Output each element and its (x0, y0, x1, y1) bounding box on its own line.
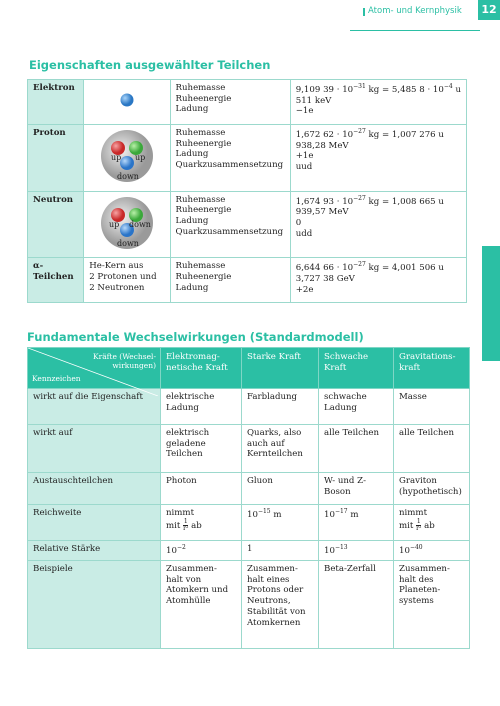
mass-value: 1,672 $62 \cdot 10^{-27}$ kg = 1,007 276 u (295, 128, 444, 140)
property-values: 9,109 $39 \cdot 10^{-31}$ kg = 5,485 $8 \cdot 10^{-4}$ u 511 keV −1e (290, 80, 466, 125)
table-cell: nimmt mit $\frac{1}{\text{r²}}$ ab (161, 505, 242, 541)
table-cell: nimmt mit $\frac{1}{\text{r²}}$ ab (394, 505, 470, 541)
property-labels: Ruhemasse Ruheenergie Ladung Quarkzusammensetzung (170, 125, 290, 192)
table-cell: Gluon (242, 473, 319, 505)
table-row (28, 258, 467, 303)
table-cell: $10^{-2}$ (161, 541, 242, 561)
property-values: 1,674 $93 \cdot 10^{-27}$ kg = 1,008 665 u 939,57 MeV 0 udd (290, 191, 466, 258)
property-labels: Ruhemasse Ruheenergie Ladung (170, 80, 290, 125)
table-cell: $10^{-17}$ m (319, 505, 394, 541)
row-label: Relative Stärke (28, 541, 161, 561)
mass-value: 1,674 $93 \cdot 10^{-27}$ kg = 1,008 665 u (295, 194, 444, 207)
property-labels: Ruhemasse Ruheenergie Ladung (170, 258, 290, 303)
svg-text:up: up (108, 219, 120, 229)
column-header: Elektromag- netische Kraft (161, 348, 242, 389)
neutron-image (84, 191, 170, 258)
table-cell: Zusammen- halt von Atomkern und Atomhülle (161, 561, 242, 649)
row-label: Austauschteilchen (28, 473, 161, 505)
forces-title: Fundamentale Wechselwirkungen (Standardmodell) (27, 330, 364, 344)
table-cell: W- und Z- Boson (319, 473, 394, 505)
table-cell: alle Teilchen (319, 425, 394, 473)
mass-value: 9,109 $39 \cdot 10^{-31}$ kg = 5,485 $8 \cdot 10^{-4}$ u (295, 83, 461, 95)
table-cell: schwache Ladung (319, 389, 394, 425)
table-cell: Graviton (hypothetisch) (394, 473, 470, 505)
particles-table (27, 79, 467, 303)
table-row (28, 125, 467, 192)
table-cell: Masse (394, 389, 470, 425)
column-header: Starke Kraft (242, 348, 319, 389)
particle-name: Elektron (28, 80, 84, 125)
table-cell: $10^{-13}$ (319, 541, 394, 561)
table-cell: Zusammen- halt des Planeten- systems (394, 561, 470, 649)
table-row (28, 80, 467, 125)
row-label: wirkt auf die Eigenschaft (28, 389, 161, 425)
table-row (28, 541, 470, 561)
table-cell: Farbladung (242, 389, 319, 425)
mass-value: 6,644 $66 \cdot 10^{-27}$ kg = 4,001 506 u (295, 261, 444, 274)
corner-cell: Kräfte (Wechsel- wirkungen) Kennzeichen (28, 348, 161, 389)
header-marker (363, 8, 365, 16)
table-cell: Zusammen- halt eines Protons oder Neutrons, Stabilität von Atomkernen (242, 561, 319, 649)
svg-text:up: up (110, 153, 122, 162)
table-cell: 1 (242, 541, 319, 561)
section-title: Atom- und Kernphysik (368, 6, 462, 16)
neutron-quark-icon (90, 195, 164, 251)
svg-text:down: down (128, 219, 151, 229)
proton-image (84, 125, 170, 192)
row-label: Beispiele (28, 561, 161, 649)
table-cell: elektrische Ladung (161, 389, 242, 425)
proton-quark-icon (90, 128, 164, 184)
particle-name: Neutron (28, 191, 84, 258)
table-row (28, 561, 470, 649)
electron-icon (92, 83, 162, 117)
column-header: Schwache Kraft (319, 348, 394, 389)
table-row (28, 505, 470, 541)
electron-image (84, 80, 170, 125)
svg-text:down: down (116, 172, 139, 181)
property-values: 1,672 $62 \cdot 10^{-27}$ kg = 1,007 276 u 938,28 MeV +1e uud (290, 125, 466, 192)
particle-name: α-Teilchen (28, 258, 84, 303)
column-header: Gravitations- kraft (394, 348, 470, 389)
table-cell: Photon (161, 473, 242, 505)
particles-title: Eigenschaften ausgewählter Teilchen (29, 58, 271, 72)
particle-name: Proton (28, 125, 84, 192)
svg-text:up: up (134, 153, 146, 162)
row-label: wirkt auf (28, 425, 161, 473)
table-row (28, 191, 467, 258)
table-cell: Quarks, also auch auf Kernteilchen (242, 425, 319, 473)
table-cell: alle Teilchen (394, 425, 470, 473)
particle-description: He-Kern aus 2 Protonen und 2 Neutronen (84, 258, 170, 303)
row-label: Reichweite (28, 505, 161, 541)
side-tab (482, 246, 500, 361)
table-cell: Beta-Zerfall (319, 561, 394, 649)
table-cell: $10^{-40}$ (394, 541, 470, 561)
forces-table (27, 347, 470, 649)
header-row (28, 348, 470, 389)
table-cell: $10^{-15}$ m (242, 505, 319, 541)
table-row (28, 425, 470, 473)
page-number: 12 (478, 0, 500, 20)
header-rule (350, 30, 480, 31)
svg-text:down: down (116, 238, 139, 248)
table-cell: elektrisch geladene Teilchen (161, 425, 242, 473)
table-row (28, 473, 470, 505)
property-labels: Ruhemasse Ruheenergie Ladung Quarkzusammensetzung (170, 191, 290, 258)
property-values: 6,644 $66 \cdot 10^{-27}$ kg = 4,001 506 u 3,727 38 GeV +2e (290, 258, 466, 303)
